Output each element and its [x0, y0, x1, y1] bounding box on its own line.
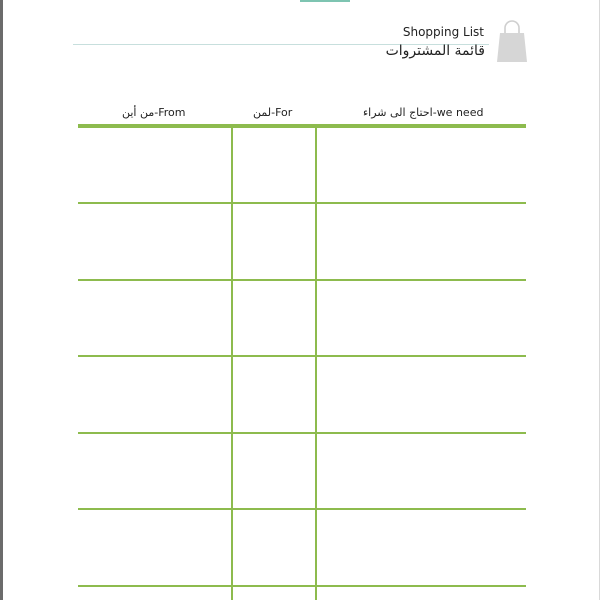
table-row-divider — [78, 508, 526, 510]
table-row-divider — [78, 355, 526, 357]
column-divider-2 — [315, 128, 317, 600]
column-divider-1 — [231, 128, 233, 600]
table-row-divider — [78, 585, 526, 587]
column-header-for: لمن-For — [253, 106, 293, 119]
column-header-from: من أين-From — [122, 106, 186, 119]
table-header-rule — [78, 124, 526, 128]
table-row-divider — [78, 279, 526, 281]
column-header-we-need: احتاج الى شراء-we need — [363, 106, 484, 119]
page-title-arabic: قائمة المشتروات — [385, 43, 485, 59]
shopping-bag-icon — [496, 20, 528, 64]
top-accent-line — [300, 0, 350, 2]
table-row-divider — [78, 432, 526, 434]
page-left-border — [0, 0, 3, 600]
page-title-english: Shopping List — [402, 25, 484, 39]
table-row-divider — [78, 202, 526, 204]
